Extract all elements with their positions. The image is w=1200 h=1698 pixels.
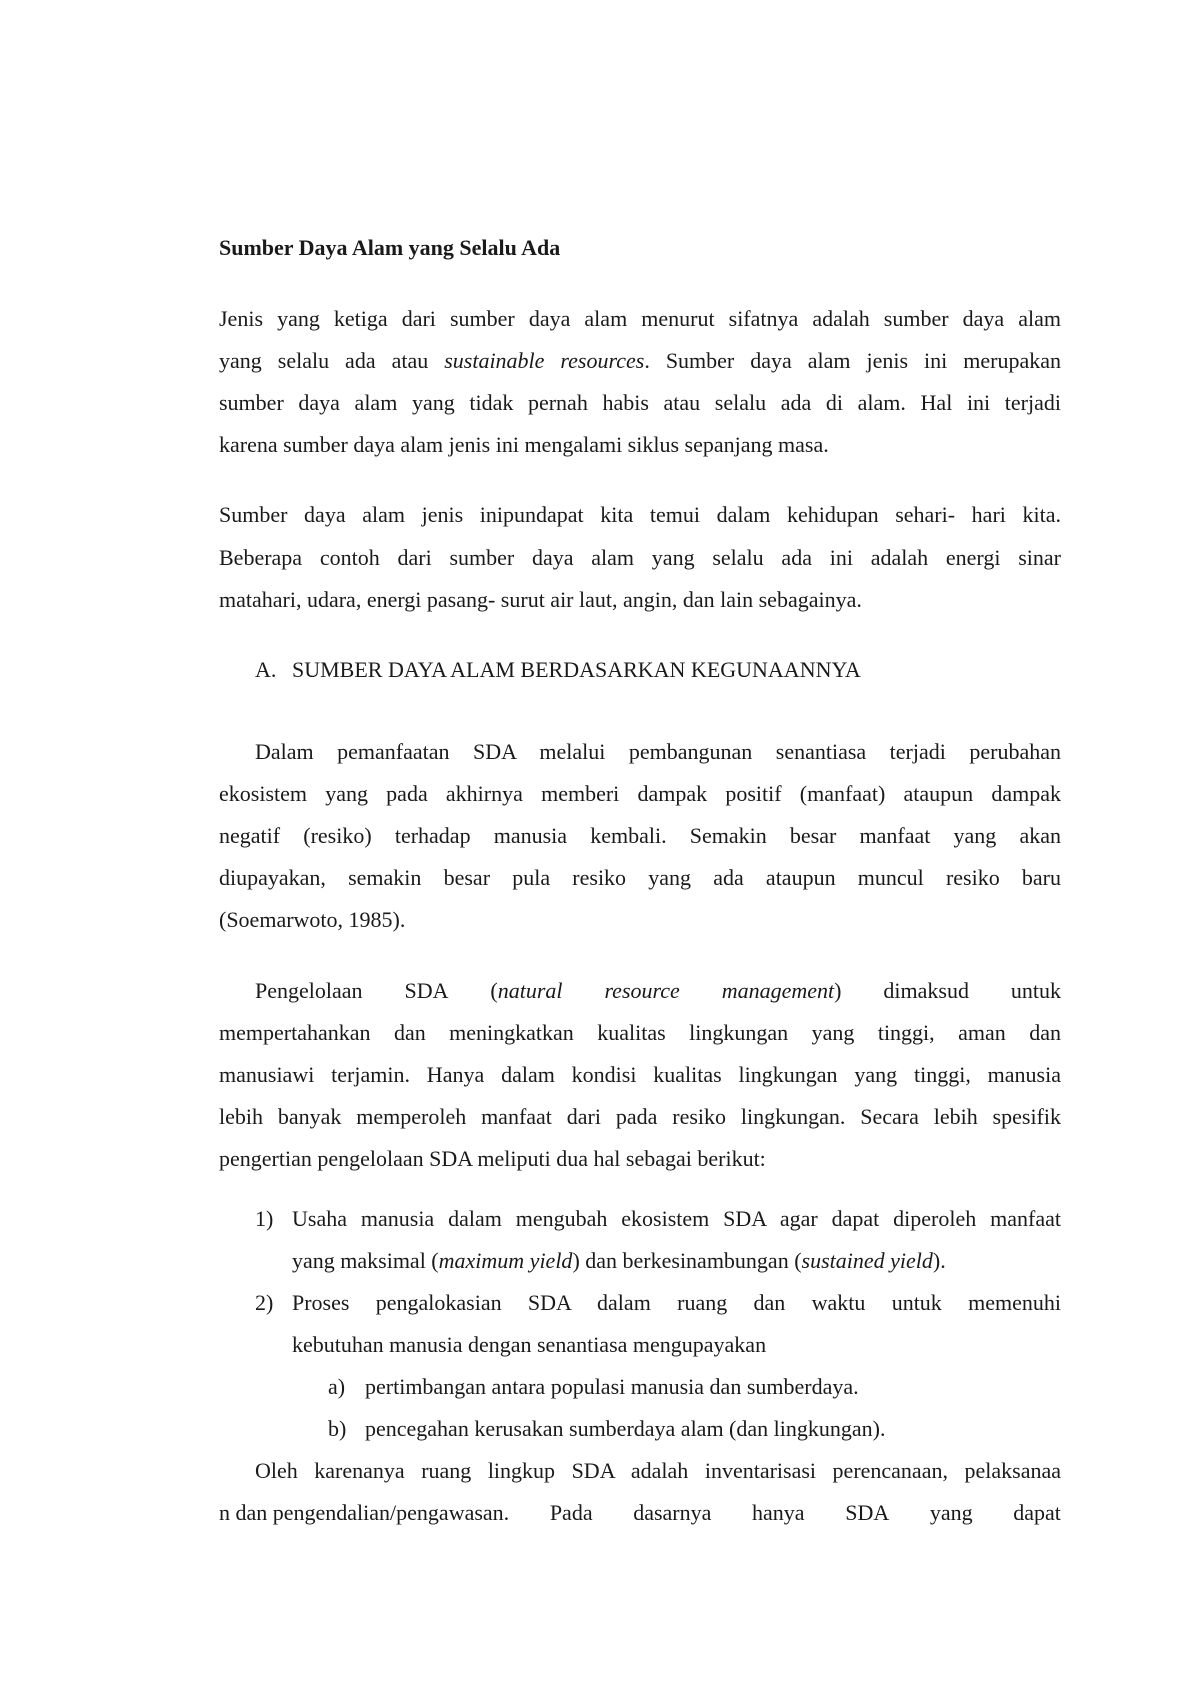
text-line: Proses pengalokasian SDA dalam ruang dan waktu untuk memenuhi <box>292 1290 1061 1315</box>
text-line <box>219 346 1061 376</box>
text-line <box>255 976 1061 1006</box>
italic-term: resource <box>604 978 680 1003</box>
section-heading: Sumber Daya Alam yang Selalu Ada <box>219 235 561 260</box>
text-line: sumber daya alam yang tidak pernah habis atau selalu ada di alam. Hal ini terjadi <box>219 390 1061 415</box>
text-line: negatif (resiko) terhadap manusia kembali. Semakin besar manfaat yang akan <box>219 823 1061 848</box>
text-span: . Sumber daya alam jenis ini merupakan <box>644 348 1061 373</box>
list-number: 2) <box>255 1290 274 1315</box>
text-line: ekosistem yang pada akhirnya memberi dampak positif (manfaat) ataupun dampak <box>219 781 1061 806</box>
text-span: yang <box>929 1500 973 1525</box>
text-span: SDA <box>404 978 449 1003</box>
text-line <box>292 1246 946 1276</box>
text-line: Oleh karenanya ruang lingkup SDA adalah inventarisasi perencanaan, pelaksanaa <box>255 1458 1061 1483</box>
text-span: n dan pengendalian/pengawasan. <box>219 1500 510 1525</box>
sub-list-item: pencegahan kerusakan sumberdaya alam (dan lingkungan). <box>365 1416 886 1441</box>
text-line: lebih banyak memperoleh manfaat dari pada resiko lingkungan. Secara lebih spesifik <box>219 1104 1061 1129</box>
text-line: Beberapa contoh dari sumber daya alam yang selalu ada ini adalah energi sinar <box>219 545 1061 570</box>
section-marker: A. <box>255 657 277 682</box>
text-span: Pada <box>549 1500 593 1525</box>
italic-term: sustained yield <box>801 1248 933 1273</box>
text-line: manusiawi terjamin. Hanya dalam kondisi kualitas lingkungan yang tinggi, manusia <box>219 1062 1061 1087</box>
text-span: ) dan berkesinambungan ( <box>572 1248 802 1273</box>
text-line: Jenis yang ketiga dari sumber daya alam menurut sifatnya adalah sumber daya alam <box>219 306 1061 331</box>
text-span: yang maksimal ( <box>292 1248 439 1273</box>
text-span: ). <box>932 1248 946 1273</box>
text-span: yang selalu ada atau <box>219 348 445 373</box>
text-line: pengertian pengelolaan SDA meliputi dua hal sebagai berikut: <box>219 1146 766 1171</box>
text-line: Usaha manusia dalam mengubah ekosistem SDA agar dapat diperoleh manfaat <box>292 1206 1061 1231</box>
text-line: mempertahankan dan meningkatkan kualitas lingkungan yang tinggi, aman dan <box>219 1020 1061 1045</box>
sub-list-letter: a) <box>328 1374 346 1399</box>
text-line: karena sumber daya alam jenis ini mengalami siklus sepanjang masa. <box>219 432 829 457</box>
text-span: ) <box>834 978 842 1003</box>
sub-list-letter: b) <box>328 1416 347 1441</box>
text-line: diupayakan, semakin besar pula resiko yang ada ataupun muncul resiko baru <box>219 865 1061 890</box>
text-line: (Soemarwoto, 1985). <box>219 907 406 932</box>
text-span: Pengelolaan <box>255 978 363 1003</box>
italic-term: maximum yield <box>438 1248 573 1273</box>
italic-term: management <box>721 978 835 1003</box>
text-span: dapat <box>1013 1500 1061 1525</box>
section-title: SUMBER DAYA ALAM BERDASARKAN KEGUNAANNYA <box>292 657 861 682</box>
text-line: Sumber daya alam jenis inipundapat kita temui dalam kehidupan sehari- hari kita. <box>219 502 1061 527</box>
text-span: SDA <box>845 1500 890 1525</box>
text-span: ( <box>490 978 498 1003</box>
text-line: matahari, udara, energi pasang- surut air laut, angin, dan lain sebagainya. <box>219 587 862 612</box>
sub-list-item: pertimbangan antara populasi manusia dan sumberdaya. <box>365 1374 859 1399</box>
text-line <box>219 1498 1061 1528</box>
italic-term: sustainable resources <box>444 348 645 373</box>
list-number: 1) <box>255 1206 274 1231</box>
text-span <box>722 976 842 1006</box>
text-line: kebutuhan manusia dengan senantiasa mengupayakan <box>292 1332 767 1357</box>
text-span: untuk <box>1010 978 1061 1003</box>
text-span: dimaksud <box>883 978 969 1003</box>
text-line: Dalam pemanfaatan SDA melalui pembangunan senantiasa terjadi perubahan <box>255 739 1061 764</box>
text-span: dasarnya <box>633 1500 712 1525</box>
text-span: hanya <box>752 1500 805 1525</box>
italic-term: natural <box>497 978 563 1003</box>
text-span <box>490 976 562 1006</box>
